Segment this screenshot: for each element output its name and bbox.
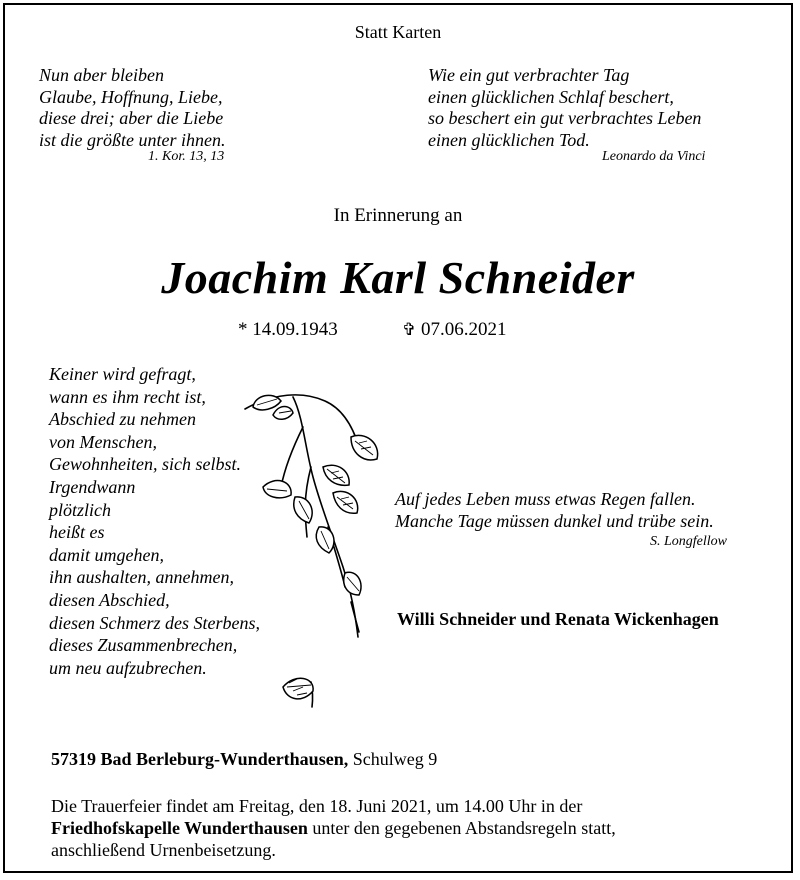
header-title: Statt Karten: [354, 22, 442, 42]
verse-left-line: Nun aber bleiben: [39, 65, 164, 85]
death-date: 07.06.2021: [421, 319, 507, 340]
birth-date: * 14.09.1943: [238, 319, 338, 340]
verse-right-line: so beschert ein gut verbrachtes Leben: [428, 108, 702, 128]
address-street: Schulweg 9: [352, 749, 438, 769]
address-city: 57319 Bad Berleburg-Wunderthausen,: [51, 749, 349, 769]
notice-line-rest: unter den gegebenen Abstandsregeln statt,: [307, 818, 616, 838]
poem-line: heißt es: [49, 522, 105, 543]
quote-citation: S. Longfellow: [650, 534, 728, 549]
verse-left-line: diese drei; aber die Liebe: [39, 108, 224, 128]
death-date-wrapper: [402, 319, 507, 341]
poem-line: Abschied zu nehmen: [49, 409, 196, 430]
poem-line: plötzlich: [49, 499, 111, 520]
poem-line: ihn aushalten, annehmen,: [49, 567, 234, 588]
quote-line: Manche Tage müssen dunkel und trübe sein.: [395, 511, 714, 531]
verse-left-citation: 1. Kor. 13, 13: [148, 149, 225, 164]
funeral-notice: [51, 795, 751, 861]
verse-left-line: ist die größte unter ihnen.: [39, 129, 226, 150]
poem-line: Irgendwann: [49, 476, 136, 497]
obituary-card: [3, 3, 793, 873]
mourners-names: Willi Schneider und Renata Wickenhagen: [397, 609, 719, 629]
notice-line: anschließend Urnenbeisetzung.: [51, 840, 276, 860]
poem-line: damit umgehen,: [49, 544, 164, 565]
poem-line: um neu aufzubrechen.: [49, 657, 207, 678]
poem-line: von Menschen,: [49, 431, 157, 452]
leaf-branch-illustration: [233, 387, 383, 737]
poem-line: diesen Abschied,: [49, 589, 170, 610]
poem-line: dieses Zusammenbrechen,: [49, 635, 238, 656]
verse-right-line: Wie ein gut verbrachter Tag: [428, 65, 630, 85]
chapel-name: Friedhofskapelle Wunderthausen: [51, 818, 308, 838]
verse-right-line: einen glücklichen Tod.: [428, 129, 590, 150]
poem-line: Gewohnheiten, sich selbst.: [49, 454, 241, 475]
poem-line: Keiner wird gefragt,: [49, 364, 196, 384]
memorial-intro: In Erinnerung an: [333, 205, 463, 226]
verse-right: [428, 65, 701, 151]
address: [51, 749, 437, 770]
verse-right-citation: Leonardo da Vinci: [602, 149, 706, 164]
cross-icon: ✞: [402, 320, 417, 340]
notice-line: Die Trauerfeier findet am Freitag, den 18. Juni 2021, um 14.00 Uhr in der: [51, 796, 583, 816]
verse-left: [39, 65, 225, 151]
quote-line: Auf jedes Leben muss etwas Regen fallen.: [395, 489, 696, 509]
verse-left-line: Glaube, Hoffnung, Liebe,: [39, 86, 223, 107]
poem: [49, 363, 260, 679]
verse-right-line: einen glücklichen Schlaf beschert,: [428, 86, 674, 107]
poem-line: wann es ihm recht ist,: [49, 386, 206, 407]
poem-line: diesen Schmerz des Sterbens,: [49, 612, 260, 633]
deceased-name: Joachim Karl Schneider: [161, 252, 635, 303]
notice-line: [51, 817, 751, 839]
longfellow-quote: [395, 488, 714, 532]
